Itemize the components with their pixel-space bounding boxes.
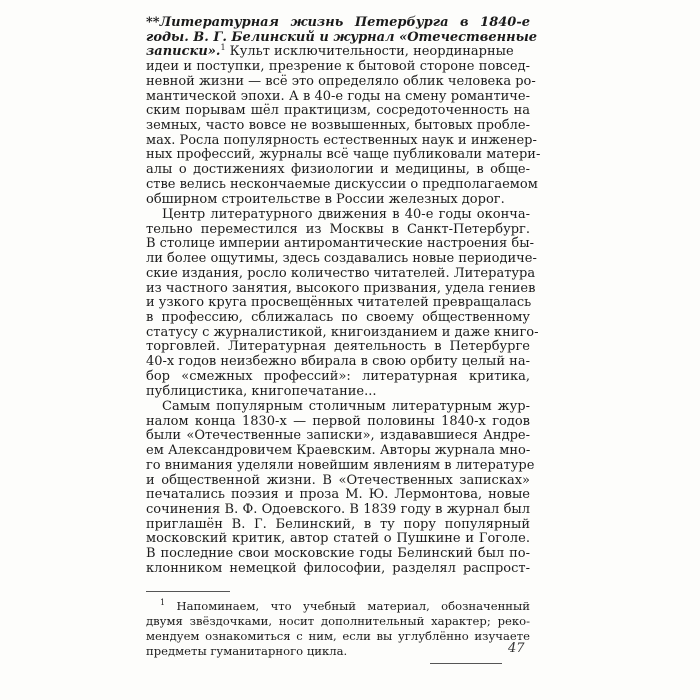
text-line: ем Александровичем Краевским. Авторы журнала мно- [146,443,531,459]
text-line: алы о достижениях физиологии и медицины, в обще- [146,162,530,178]
footnote-line [160,599,530,614]
footnote-line: двумя звёздочками, носит дополнительный характер; реко- [146,614,530,628]
text-line: земных, часто вовсе не возвышенных, бытовых пробле- [146,117,530,133]
text-line: и узкого круга просвещённых читателей превращалась [146,295,532,311]
text-line: Самым популярным столичным литературным жур- [162,399,530,414]
text-line: ским порывам шёл практицизм, сосредоточенность на [146,103,530,119]
text-line: сочинения В. Ф. Одоевского. В 1839 году в журнал был [146,501,530,517]
text-line: 40-х годов неизбежно вбирала в свою орбиту целый на- [146,354,530,369]
text-line: невной жизни — всё это определяло облик человека ро- [146,73,536,89]
text-line: печатались поэзия и проза М. Ю. Лермонтова, новые [146,487,530,503]
text-line: приглашён В. Г. Белинский, в ту пору популярный [146,516,530,532]
section-heading-line-2: годы. В. Г. Белинский и журнал «Отечественные [146,29,538,45]
text-line: бор «смежных профессий»: литературная критика, [146,368,530,384]
footnote-reference: 1 [220,43,226,53]
text-line: ных профессий, журналы всё чаще публиковали матери- [146,147,541,163]
text-line: обширном строительстве в России железных дорог. [146,191,505,207]
section-heading-end: записки». [146,44,221,60]
text-line: стве велись нескончаемые дискуссии о предполагаемом [146,176,538,192]
text-line: ли более ощутимы, здесь создавались новые периодиче- [146,251,537,267]
text-line: московский критик, автор статей о Пушкине и Гоголе. [146,531,530,547]
text-line: торговлей. Литературная деятельность в Петербурге [146,339,530,355]
text-line: ские издания, росло количество читателей. Литература [146,265,536,281]
footnote-line: предметы гуманитарного цикла. [146,644,348,658]
text-line: в профессию, сближалась по своему общественному [146,309,530,325]
text-line: были «Отечественные записки», издававшиеся Андре- [146,428,530,444]
footnote-separator [146,591,230,592]
footnote-text: Напоминаем, что учебный материал, обозначенный [165,599,530,613]
text-line: мах. Росла популярность естественных наук и инженер- [146,132,537,148]
section-heading-line-1: **Литературная жизнь Петербурга в 1840-е [146,15,530,30]
text-line: налом конца 1830-х — первой половины 1840-х годов [146,413,530,429]
text-line: из частного занятия, высокого призвания, удела гениев [146,280,536,296]
text-line: тельно переместился из Москвы в Санкт-Петербург. [146,221,530,237]
text-line: го внимания уделяли новейшим явлениям в литературе [146,457,535,473]
footnote-marker: 1 [160,598,166,607]
section-heading-line-3 [146,44,530,59]
text-line: мантической эпохи. А в 40-е годы на смену романтиче- [146,88,530,104]
text-line: Центр литературного движения в 40-е годы оконча- [162,207,530,222]
paragraph-1-start: Культ исключительности, неординарные [225,44,514,60]
text-line: клонником немецкой философии, разделял распрост- [146,560,530,576]
text-line: идеи и поступки, презрение к бытовой стороне повсед- [146,59,530,75]
text-line: В столице империи антиромантические настроения бы- [146,236,534,252]
text-line: В последние свои московские годы Белинский был по- [146,546,530,561]
footnote-line: мендуем ознакомиться с ним, если вы углублённо изучаете [146,629,530,643]
page-number-rule [430,663,502,664]
text-line: статусу с журналистикой, книгоизданием и даже книго- [146,324,539,340]
page-number: 47 [508,641,525,656]
text-line: и общественной жизни. В «Отечественных записках» [146,472,530,488]
text-line: публицистика, книгопечатание... [146,383,377,399]
